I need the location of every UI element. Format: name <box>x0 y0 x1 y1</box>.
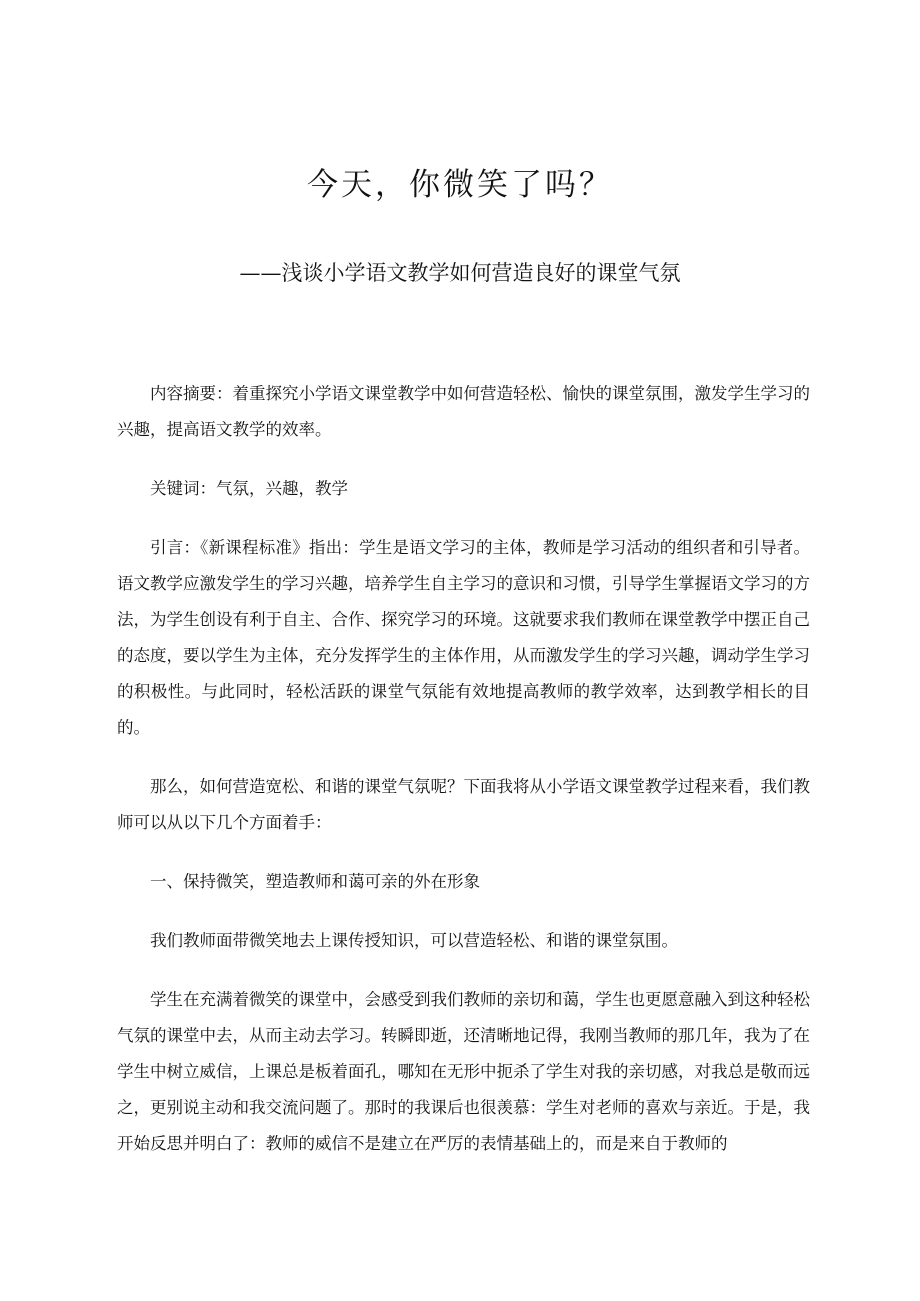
abstract-paragraph: 内容摘要：着重探究小学语文课堂教学中如何营造轻松、愉快的课堂氛围，激发学生学习的兴趣，提高语文教学的效率。 <box>117 384 810 439</box>
section-heading-1: 一、保持微笑，塑造教师和蔼可亲的外在形象 <box>150 872 480 891</box>
body-paragraph: 我们教师面带微笑地去上课传授知识，可以营造轻松、和谐的课堂氛围。 <box>150 931 678 950</box>
body-paragraph: 学生在充满着微笑的课堂中，会感受到我们教师的亲切和蔼，学生也更愿意融入到这种轻松气氛的课堂中去，从而主动去学习。转瞬即逝，还清晰地记得，我刚当教师的那几年，我为了在学生中树立威信，上课总是板着面孔，哪知在无形中扼杀了学生对我的亲切感，对我总是敬而远之，更别说主动和我交流问题了。那时的我课后也很羡慕：学生对老师的喜欢与亲近。于是，我开始反思并明白了：教师的威信不是建立在严厉的表情基础上的，而是来自于教师的 <box>117 990 810 1153</box>
document-title: 今天，你微笑了吗？ <box>307 167 613 203</box>
document-body <box>117 376 810 1185</box>
introduction-paragraph: 引言：《新课程标准》指出：学生是语文学习的主体，教师是学习活动的组织者和引导者。语文教学应激发学生的学习兴趣，培养学生自主学习的意识和习惯，引导学生掌握语文学习的方法，为学生创设有利于自主、合作、探究学习的环境。这就要求我们教师在课堂教学中摆正自己的态度，要以学生为主体，充分发挥学生的主体作用，从而激发学生的学习兴趣，调动学生学习的积极性。与此同时，轻松活跃的课堂气氛能有效地提高教师的教学效率，达到教学相长的目的。 <box>117 538 810 737</box>
transition-paragraph: 那么，如何营造宽松、和谐的课堂气氛呢？下面我将从小学语文课堂教学过程来看，我们教师可以从以下几个方面着手： <box>117 777 810 832</box>
document-subtitle: ——浅谈小学语文教学如何营造良好的课堂气氛 <box>239 261 681 285</box>
keywords-paragraph: 关键词：气氛，兴趣，教学 <box>150 479 348 498</box>
